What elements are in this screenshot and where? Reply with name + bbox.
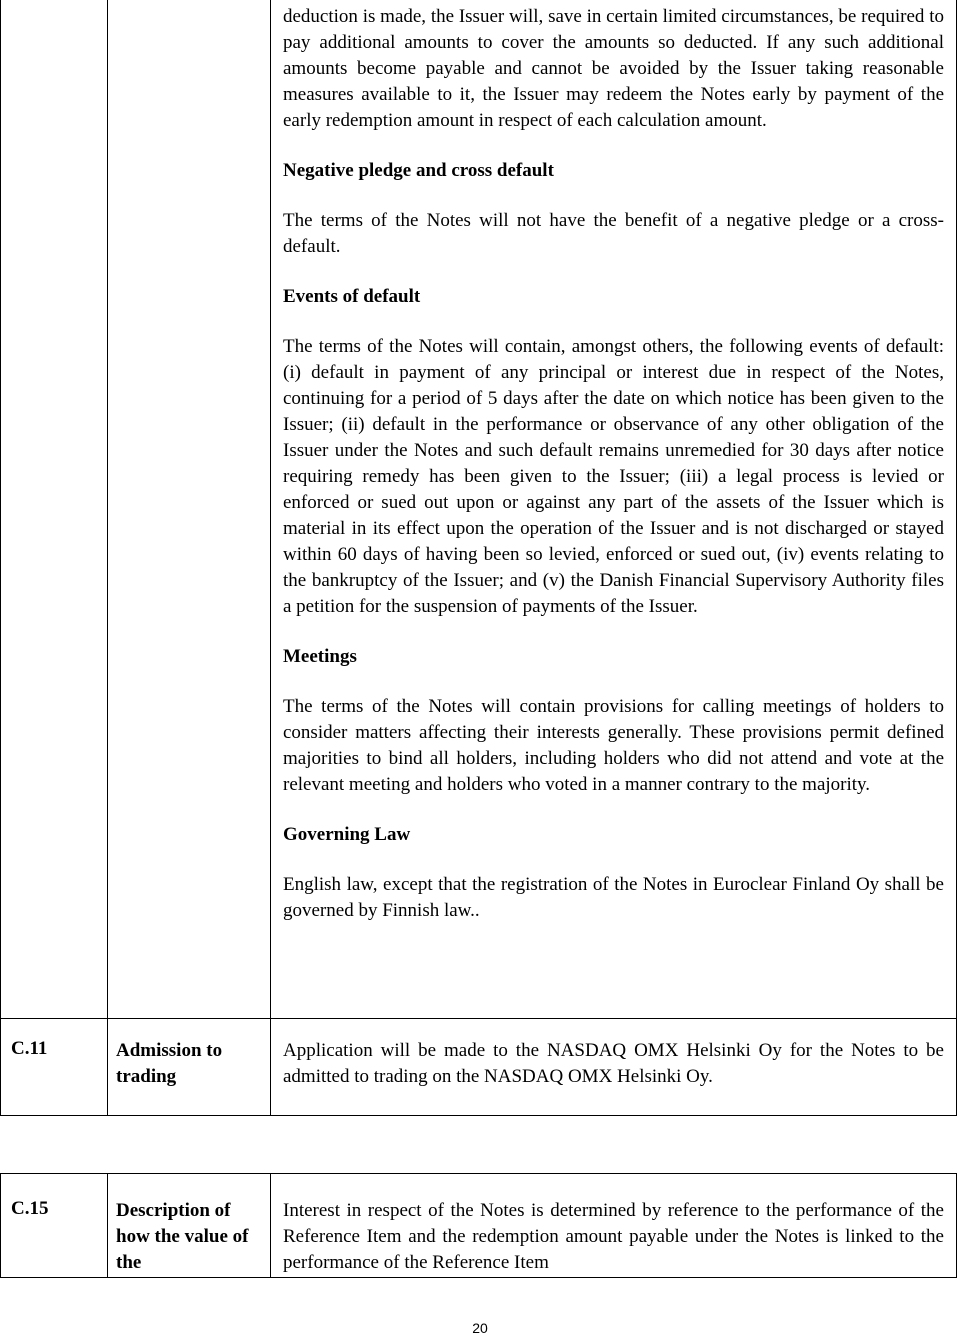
c15-paragraph: Interest in respect of the Notes is determined by reference to the performance of the Reference Item and the redemption amount payable under the Notes is linked to the performance of the Reference Item xyxy=(283,1200,944,1273)
paragraph-meetings: The terms of the Notes will contain provisions for calling meetings of holders to consider matters affecting their interests generally. These provisions permit defined majorities to bind all holders, including holders who did not attend and vote at the relevant meeting and holders who voted in a manner contrary to the majority. xyxy=(283,696,944,795)
paragraph-events-of-default: The terms of the Notes will contain, amongst others, the following events of default: (i) default in payment of any principal or interest due in respect of the Notes, continuing for a period of 5 days after the date on which notice has been given to the Issuer; (ii) default in the performance or observance of any other obligation of the Issuer under the Notes and such default remains unremedied for 30 days after notice requiring remedy has been given to the Issuer; (iii) a legal process is levied or enforced or sued out upon or against any part of the assets of the Issuer which is material in its effect upon the operation of the Issuer and is not discharged or stayed within 60 days of having been so levied, enforced or sued out, (iv) events relating to the bankruptcy of the Issuer; and (v) the Danish Financial Supervisory Authority files a petition for the suspension of payments of the Issuer. xyxy=(283,336,944,617)
c11-title: Admission to trading xyxy=(116,1040,223,1087)
c11-code-cell xyxy=(1,1019,108,1116)
c11-code: C.11 xyxy=(11,1038,48,1059)
c11-title-cell xyxy=(108,1019,271,1116)
c11-content-cell xyxy=(271,1019,957,1116)
c15-code-cell xyxy=(1,1174,108,1278)
table-row-c15 xyxy=(1,1174,957,1278)
paragraph-negative-pledge: The terms of the Notes will not have the benefit of a negative pledge or a cross-default. xyxy=(283,210,944,257)
paragraph-governing-law: English law, except that the registration of the Notes in Euroclear Finland Oy shall be governed by Finnish law.. xyxy=(283,874,944,921)
table-row-c11 xyxy=(1,1019,957,1116)
heading-meetings: Meetings xyxy=(283,646,357,667)
c15-code: C.15 xyxy=(11,1198,49,1219)
content-cell-continued xyxy=(271,0,957,1019)
c15-content-cell xyxy=(271,1174,957,1278)
intro-paragraph: deduction is made, the Issuer will, save in certain limited circumstances, be required to pay additional amounts to cover the amounts so deducted. If any such additional amounts become payable and cannot be avoided by the Issuer taking reasonable measures available to it, the Issuer may redeem the Notes early by payment of the early redemption amount in respect of each calculation amount. xyxy=(283,6,944,131)
code-cell-empty xyxy=(1,0,108,1019)
page-number: 20 xyxy=(472,1320,488,1336)
c15-title: Description of how the value of the xyxy=(116,1200,249,1273)
heading-negative-pledge: Negative pledge and cross default xyxy=(283,160,554,181)
title-cell-empty xyxy=(108,0,271,1019)
summary-table-c15 xyxy=(0,1173,957,1278)
table-row-continued xyxy=(1,0,957,1019)
heading-governing-law: Governing Law xyxy=(283,824,411,845)
c15-title-cell xyxy=(108,1174,271,1278)
c11-paragraph: Application will be made to the NASDAQ OMX Helsinki Oy for the Notes to be admitted to trading on the NASDAQ OMX Helsinki Oy. xyxy=(283,1040,944,1087)
heading-events-of-default: Events of default xyxy=(283,286,421,307)
